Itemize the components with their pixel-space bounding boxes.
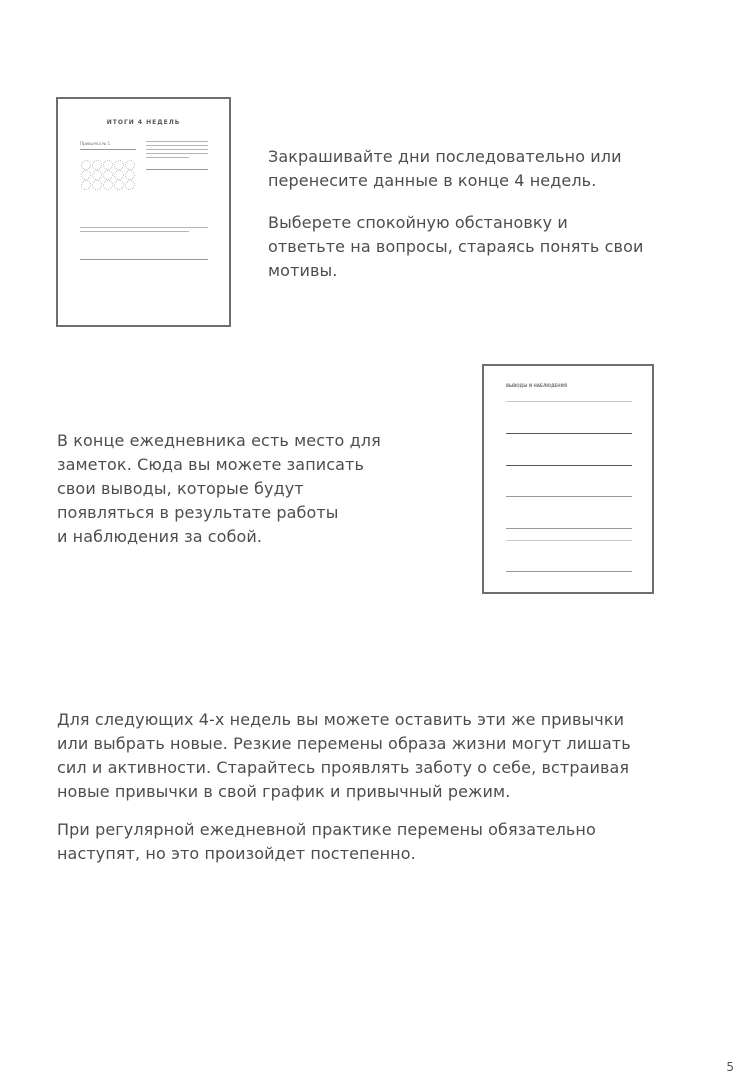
notes-line: [506, 433, 632, 434]
thumbnail-rule: [146, 169, 208, 170]
notes-line: [506, 571, 632, 572]
thumbnail-rule: [80, 149, 136, 150]
next-weeks-paragraph: Для следующих 4-х недель вы можете оставить эти же привычки или выбрать новые. Резкие перемены образа жизни могут лишать сил и активности. Старайтесь проявлять заботу о себе, встраивая новые привычки в свой график и привычный режим.: [57, 710, 631, 801]
practice-paragraph: При регулярной ежедневной практике перемены обязательно наступят, но это произойдет постепенно.: [57, 820, 596, 863]
thumbnail-title: ВЫВОДЫ И НАБЛЮДЕНИЯ: [506, 383, 568, 388]
thumbnail-text-lines: [146, 141, 208, 161]
notes-line: [506, 496, 632, 497]
notes-line: [506, 528, 632, 529]
notes-line: [506, 401, 632, 402]
weekly-summary-thumbnail: [56, 97, 231, 327]
notes-paragraph: В конце ежедневника есть место для заметок. Сюда вы можете записать свои выводы, которые будут появляться в результате работы и наблюдения за собой.: [57, 431, 381, 546]
notes-page-thumbnail: [482, 364, 654, 594]
notes-line: [506, 465, 632, 466]
notes-line: [506, 540, 632, 541]
instruction-paragraph-1: Закрашивайте дни последовательно или перенесите данные в конце 4 недель.: [268, 147, 622, 190]
thumbnail-habit-label: Привычка № 1: [80, 141, 111, 146]
page-number: 5: [726, 1060, 734, 1074]
thumbnail-title: ИТОГИ 4 НЕДЕЛЬ: [106, 119, 181, 126]
thumbnail-question-lines: [80, 227, 208, 235]
thumbnail-day-circles: [80, 159, 136, 191]
thumbnail-answer-line: [80, 259, 208, 260]
instruction-paragraph-2: Выберете спокойную обстановку и ответьте на вопросы, стараясь понять свои мотивы.: [268, 213, 644, 280]
